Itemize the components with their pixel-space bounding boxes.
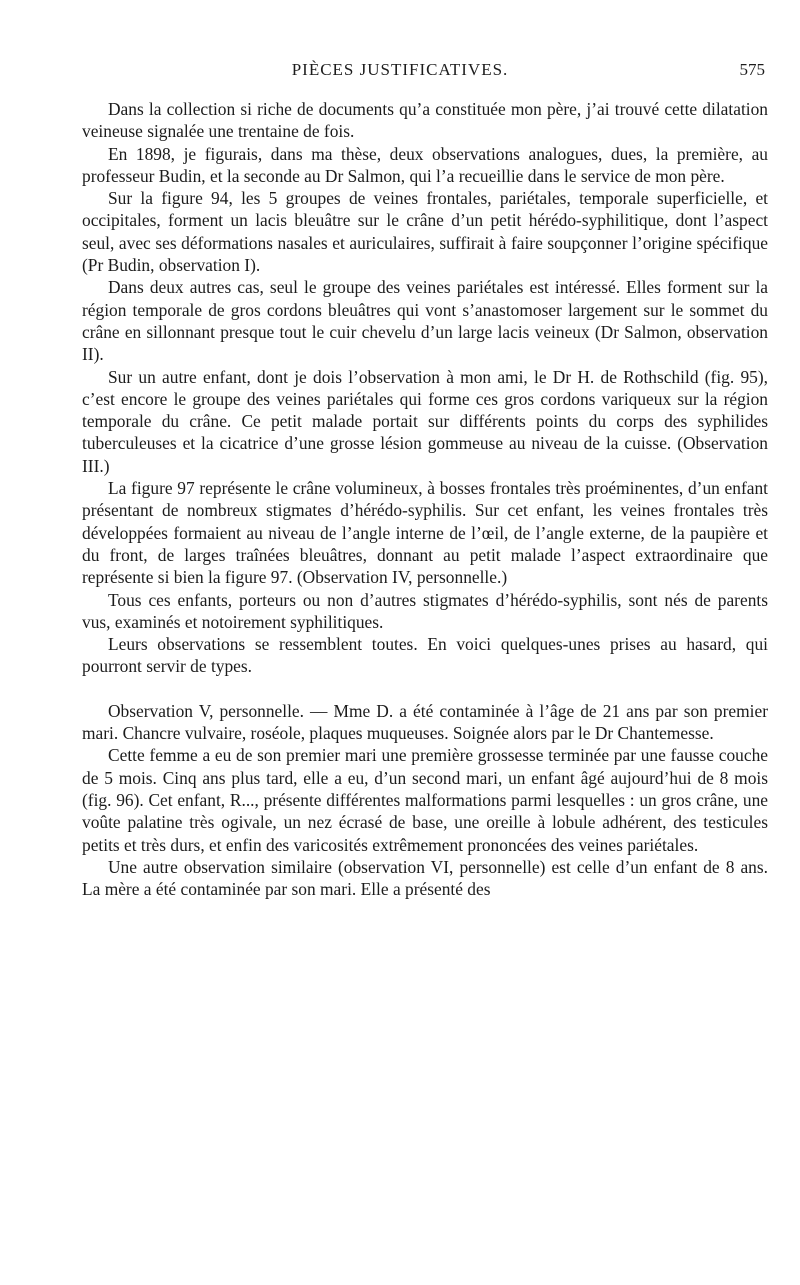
body-text (82, 98, 768, 900)
paragraph-8: Leurs observations se ressemblent toutes. En voici quelques-unes prises au hasard, qui pourront servir de types. (82, 634, 768, 677)
paragraph-10: Cette femme a eu de son premier mari une première grossesse terminée par une fausse couche de 5 mois. Cinq ans plus tard, elle a eu, d’un second mari, un enfant âgé aujourd’hui de 8 mois (fig. 96). Cet enfant, R..., présente différentes malformations parmi lesquelles : un gros crâne, une voûte palatine très ogivale, un nez écrasé de base, une oreille à lobule adhérent, des testicules petits et très durs, et enfin des varicosités extrêmement prononcées des veines pariétales. (82, 745, 768, 855)
paragraph-4: Dans deux autres cas, seul le groupe des veines pariétales est intéressé. Elles forment sur la région temporale de gros cordons bleuâtres qui vont s’anastomoser largement sur le sommet du crâne en sillonnant presque tout le cuir chevelu d’un large lacis veineux (Dr Salmon, observation II). (82, 277, 768, 365)
paragraph-1: Dans la collection si riche de documents qu’a constituée mon père, j’ai trouvé cette dilatation veineuse signalée une trentaine de fois. (82, 99, 768, 142)
paragraph-2: En 1898, je figurais, dans ma thèse, deux observations analogues, dues, la première, au professeur Budin, et la seconde au Dr Salmon, qui l’a recueillie dans le service de mon père. (82, 143, 768, 186)
paragraph-6: La figure 97 représente le crâne volumineux, à bosses frontales très proéminentes, d’un enfant présentant de nombreux stigmates d’hérédo-syphilis. Sur cet enfant, les veines frontales très développées formaient au niveau de l’angle interne de l’œil, de l’angle externe, de la paupière et du front, de larges traînées bleuâtres, donnant au petit malade l’aspect extraordinaire que représente si bien la figure 97. (Observation IV, personnelle.) (82, 478, 768, 588)
paragraph-9: Observation V, personnelle. — Mme D. a été contaminée à l’âge de 21 ans par son premier mari. Chancre vulvaire, roséole, plaques muqueuses. Soignée alors par le Dr Chantemesse. (82, 700, 768, 744)
paragraph-7: Tous ces enfants, porteurs ou non d’autres stigmates d’hérédo-syphilis, sont nés de parents vus, examinés et notoirement syphilitiques. (82, 589, 768, 632)
paragraph-3: Sur la figure 94, les 5 groupes de veines frontales, pariétales, temporale superficielle, et occipitales, forment un lacis bleuâtre sur le crâne d’un petit hérédo-syphilitique, dont l’aspect seul, avec ses déformations nasales et auriculaires, suffirait à faire soupçonner l’origine spécifique (Pr Budin, observation I). (82, 188, 768, 276)
paragraph-11: Une autre observation similaire (observation VI, personnelle) est celle d’un enfant de 8 ans. La mère a été contaminée par son mari. Elle a présenté des (82, 856, 768, 900)
page-number: 575 (739, 60, 765, 79)
paragraph-5: Sur un autre enfant, dont je dois l’observation à mon ami, le Dr H. de Rothschild (fig. 95), c’est encore le groupe des veines pariétales qui forme ces gros cordons variqueux sur la région temporale du crâne. Ce petit malade portait sur différents points du corps des syphilides tuberculeuses et la cicatrice d’une grosse lésion gommeuse au niveau de la cuisse. (Observation III.) (82, 366, 768, 476)
running-title: PIÈCES JUSTIFICATIVES. (291, 60, 509, 79)
